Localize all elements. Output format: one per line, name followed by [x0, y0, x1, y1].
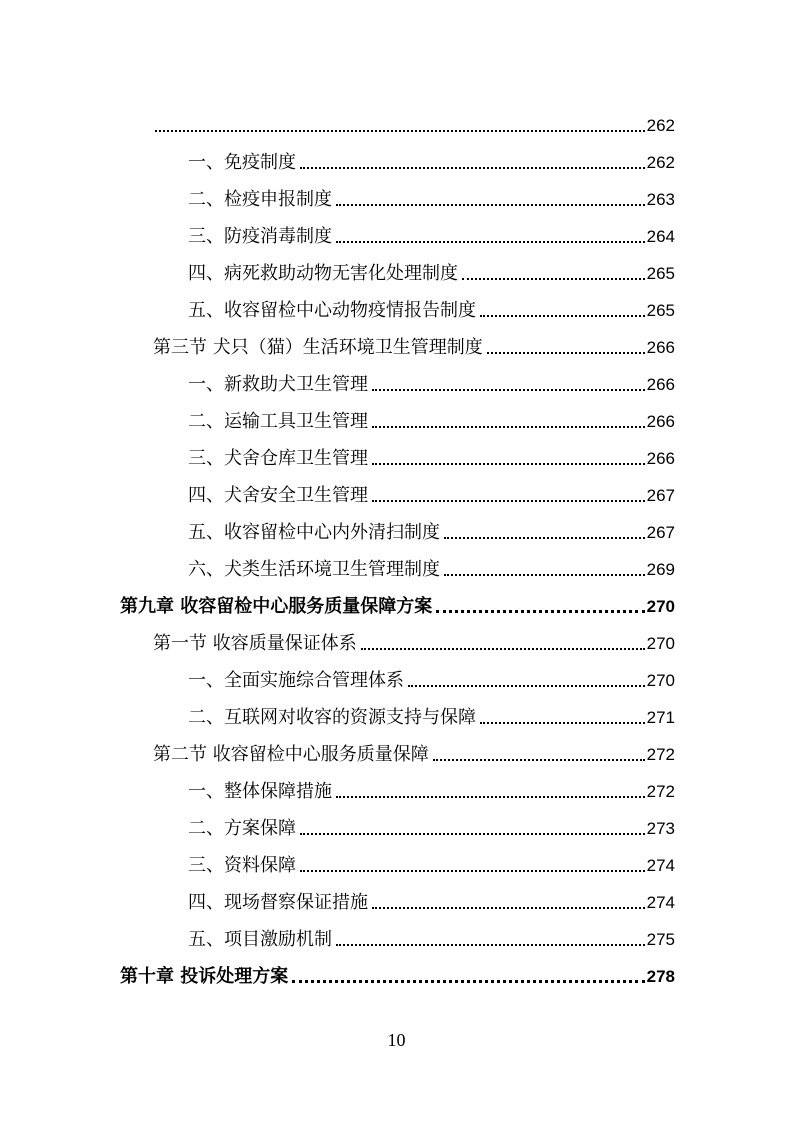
dot-leader [361, 647, 645, 650]
toc-entry-label: 第二节 收容留检中心服务质量保障 [153, 744, 429, 765]
dot-leader [300, 832, 645, 835]
toc-entry-label: 第九章 收容留检中心服务质量保障方案 [120, 596, 433, 617]
toc-entry[interactable] [188, 877, 675, 914]
toc-page-number: 275 [646, 930, 675, 949]
dot-leader [372, 906, 645, 909]
dot-leader [408, 684, 645, 687]
toc-page-number: 265 [646, 301, 675, 320]
toc-page-number: 272 [646, 745, 675, 764]
toc-entry[interactable] [188, 174, 675, 211]
dot-leader [155, 129, 645, 132]
dot-leader [372, 388, 645, 391]
toc-entry-label: 四、病死救助动物无害化处理制度 [188, 263, 458, 284]
toc-entry[interactable] [188, 433, 675, 470]
dot-leader [444, 573, 645, 576]
dot-leader [336, 795, 645, 798]
toc-page-number: 271 [646, 708, 675, 727]
toc-entry[interactable] [188, 692, 675, 729]
toc-page-number: 270 [646, 671, 675, 690]
toc-entry-label: 一、全面实施综合管理体系 [188, 670, 404, 691]
toc-entry-label: 二、检疫申报制度 [188, 189, 332, 210]
toc-entry-continuation[interactable] [155, 100, 675, 137]
toc-entry[interactable] [188, 803, 675, 840]
dot-leader [462, 277, 645, 280]
toc-entry-label: 三、犬舍仓库卫生管理 [188, 448, 368, 469]
toc-entry[interactable] [188, 914, 675, 951]
toc-entry-section[interactable] [153, 618, 675, 655]
footer-page-number: 10 [387, 1030, 406, 1050]
toc-page-number: 267 [646, 486, 675, 505]
toc-entry-label: 第十章 投诉处理方案 [120, 966, 289, 987]
dot-leader [480, 314, 645, 317]
toc-page-number: 269 [646, 560, 675, 579]
toc-entry[interactable] [188, 137, 675, 174]
toc-entry-label: 五、收容留检中心内外清扫制度 [188, 522, 440, 543]
toc-page-number: 266 [646, 449, 675, 468]
toc-entry-section[interactable] [153, 729, 675, 766]
toc-entry-label: 四、现场督察保证措施 [188, 892, 368, 913]
toc-page-number: 266 [646, 338, 675, 357]
toc-entry-label: 二、互联网对收容的资源支持与保障 [188, 707, 476, 728]
dot-leader [300, 166, 645, 169]
toc-entry[interactable] [188, 285, 675, 322]
dot-leader [336, 943, 645, 946]
toc-entry-label: 一、新救助犬卫生管理 [188, 374, 368, 395]
toc-entry-chapter[interactable] [120, 581, 675, 618]
toc-entry[interactable] [188, 359, 675, 396]
toc-entry-label: 第三节 犬只（猫）生活环境卫生管理制度 [153, 337, 483, 358]
toc-page-number: 262 [646, 116, 675, 135]
dot-leader [336, 240, 645, 243]
toc-entry-label: 四、犬舍安全卫生管理 [188, 485, 368, 506]
toc-page-number: 274 [646, 893, 675, 912]
toc-page-number: 272 [646, 782, 675, 801]
dot-leader [487, 351, 645, 354]
toc-entry[interactable] [188, 248, 675, 285]
toc-entry-label: 五、项目激励机制 [188, 929, 332, 950]
toc-page-number: 270 [646, 597, 675, 616]
toc-entry[interactable] [188, 544, 675, 581]
toc-entry-label: 二、方案保障 [188, 818, 296, 839]
toc-page-number: 270 [646, 634, 675, 653]
toc-entry-label: 三、防疫消毒制度 [188, 226, 332, 247]
toc-page-number: 266 [646, 412, 675, 431]
toc-entry-label: 二、运输工具卫生管理 [188, 411, 368, 432]
toc-page-number: 264 [646, 227, 675, 246]
toc-entry-label: 五、收容留检中心动物疫情报告制度 [188, 300, 476, 321]
toc-entry[interactable] [188, 470, 675, 507]
dot-leader [372, 499, 645, 502]
toc-entry[interactable] [188, 766, 675, 803]
toc-entry-label: 三、资料保障 [188, 855, 296, 876]
toc-entry[interactable] [188, 840, 675, 877]
toc-page-number: 267 [646, 523, 675, 542]
toc-page-number: 263 [646, 190, 675, 209]
toc-page-number: 262 [646, 153, 675, 172]
dot-leader [480, 721, 645, 724]
toc-entry-section[interactable] [153, 322, 675, 359]
toc-entry[interactable] [188, 396, 675, 433]
dot-leader [372, 425, 645, 428]
toc-page-number: 265 [646, 264, 675, 283]
dot-leader [292, 979, 644, 983]
toc-page-number: 274 [646, 856, 675, 875]
dot-leader [436, 609, 644, 613]
toc-entry[interactable] [188, 507, 675, 544]
toc-entry[interactable] [188, 655, 675, 692]
dot-leader [300, 869, 645, 872]
toc-entry-label: 一、整体保障措施 [188, 781, 332, 802]
toc-entry[interactable] [188, 211, 675, 248]
toc-page-number: 278 [646, 967, 675, 986]
toc-entry-chapter[interactable] [120, 951, 675, 988]
dot-leader [444, 536, 645, 539]
toc-page-number: 273 [646, 819, 675, 838]
toc-entry-label: 一、免疫制度 [188, 152, 296, 173]
toc-page-number: 266 [646, 375, 675, 394]
dot-leader [372, 462, 645, 465]
toc-entry-label: 六、犬类生活环境卫生管理制度 [188, 559, 440, 580]
dot-leader [336, 203, 645, 206]
dot-leader [433, 758, 645, 761]
toc-entry-label: 第一节 收容质量保证体系 [153, 633, 357, 654]
